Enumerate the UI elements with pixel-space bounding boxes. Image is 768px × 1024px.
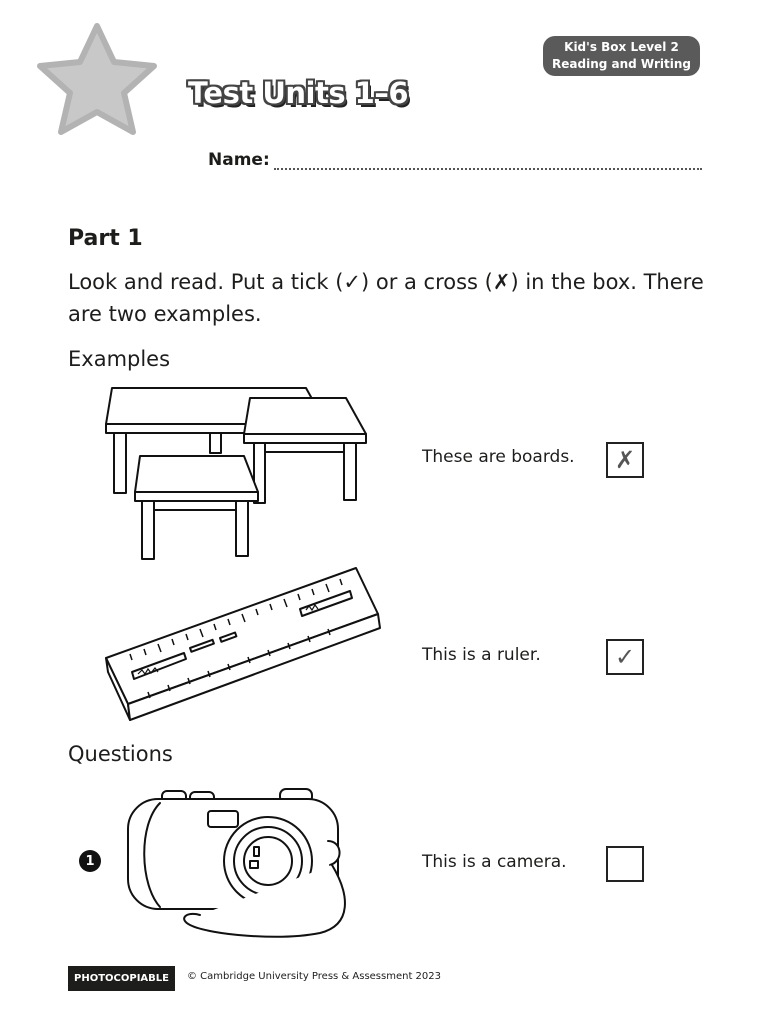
part-title: Part 1 <box>68 226 143 251</box>
instructions: Look and read. Put a tick (✓) or a cross (✗) in the box. There are two examples. <box>68 270 704 326</box>
badge-skill: Reading and Writing <box>552 57 691 71</box>
desks-illustration <box>98 382 383 567</box>
ruler-illustration <box>100 562 385 727</box>
question-sentence: This is a camera. <box>422 852 567 872</box>
answer-box[interactable] <box>606 846 644 882</box>
tick-mark: ✓ <box>614 643 636 671</box>
level-badge <box>543 36 700 76</box>
answer-box[interactable] <box>606 442 644 478</box>
answer-box[interactable] <box>606 639 644 675</box>
cross-mark: ✗ <box>614 446 636 474</box>
example-sentence: These are boards. <box>422 447 575 467</box>
photocopiable-badge: PHOTOCOPIABLE <box>68 966 175 991</box>
example-sentence: This is a ruler. <box>422 645 541 665</box>
name-field[interactable] <box>274 168 702 170</box>
copyright-notice: © Cambridge University Press & Assessment 2023 <box>187 971 442 982</box>
badge-level: Kid's Box Level 2 <box>564 40 679 54</box>
examples-heading: Examples <box>68 347 171 371</box>
question-number: 1 <box>79 850 101 872</box>
questions-heading: Questions <box>68 742 173 766</box>
name-label: Name: <box>208 150 270 170</box>
page-title: Test Units 1–6 <box>188 76 409 110</box>
star-icon <box>30 20 165 145</box>
camera-illustration <box>120 785 355 945</box>
